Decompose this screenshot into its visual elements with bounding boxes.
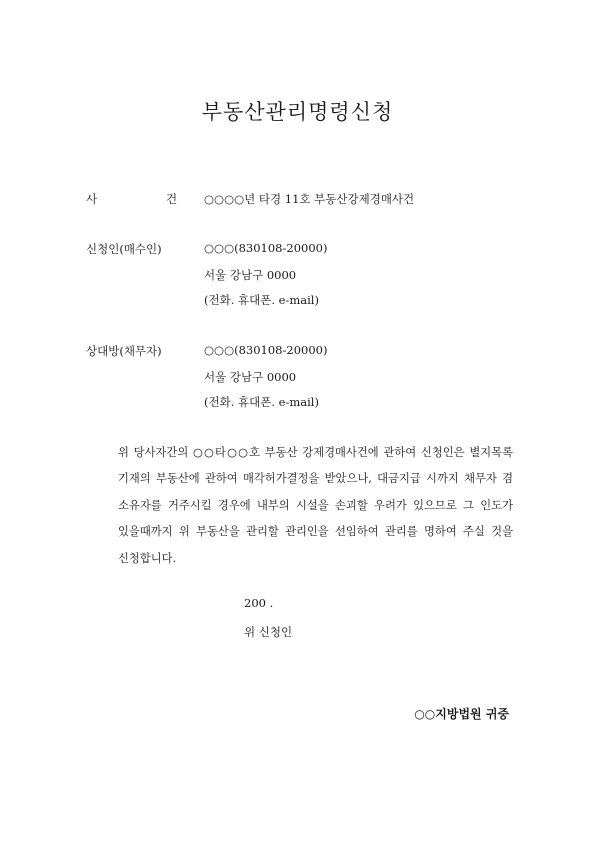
signer-line: 위 신청인	[244, 625, 293, 639]
applicant-address: 서울 강남구 0000	[204, 268, 297, 282]
petition-body: 위 당사자간의 ○○타○○호 부동산 강제경매사건에 관하여 신청인은 별지목록 기재의 부동산에 관하여 매각허가결정을 받았으나, 대금지급 시까지 채무자 겸 소유자를 거주시킬 경우에 내부의 시설을 손괴할 우려가 있으므로 그 인도가 있을때까지 위 부동산을 관리할 관리인을 선임하여 관리를 명하여 주실 것을 신청합니다.	[118, 446, 513, 565]
applicant-label: 신청인(매수인)	[86, 242, 162, 256]
applicant-contact: (전화. 휴대폰. e-mail)	[204, 293, 319, 307]
respondent-contact: (전화. 휴대폰. e-mail)	[204, 395, 319, 409]
case-label-left: 사	[86, 192, 98, 206]
respondent-label: 상대방(채무자)	[86, 344, 162, 358]
case-value: ○○○○년 타경 11호 부동산강제경매사건	[204, 192, 415, 206]
case-label-right: 건	[166, 192, 178, 206]
applicant-name: ○○○(830108-20000)	[204, 241, 328, 255]
date-line: 200 .	[244, 596, 274, 610]
respondent-address: 서울 강남구 0000	[204, 370, 297, 384]
document-title: 부동산관리명령신청	[201, 100, 394, 124]
respondent-name: ○○○(830108-20000)	[204, 343, 328, 357]
court-addressee: ○○지방법원 귀중	[414, 707, 509, 721]
